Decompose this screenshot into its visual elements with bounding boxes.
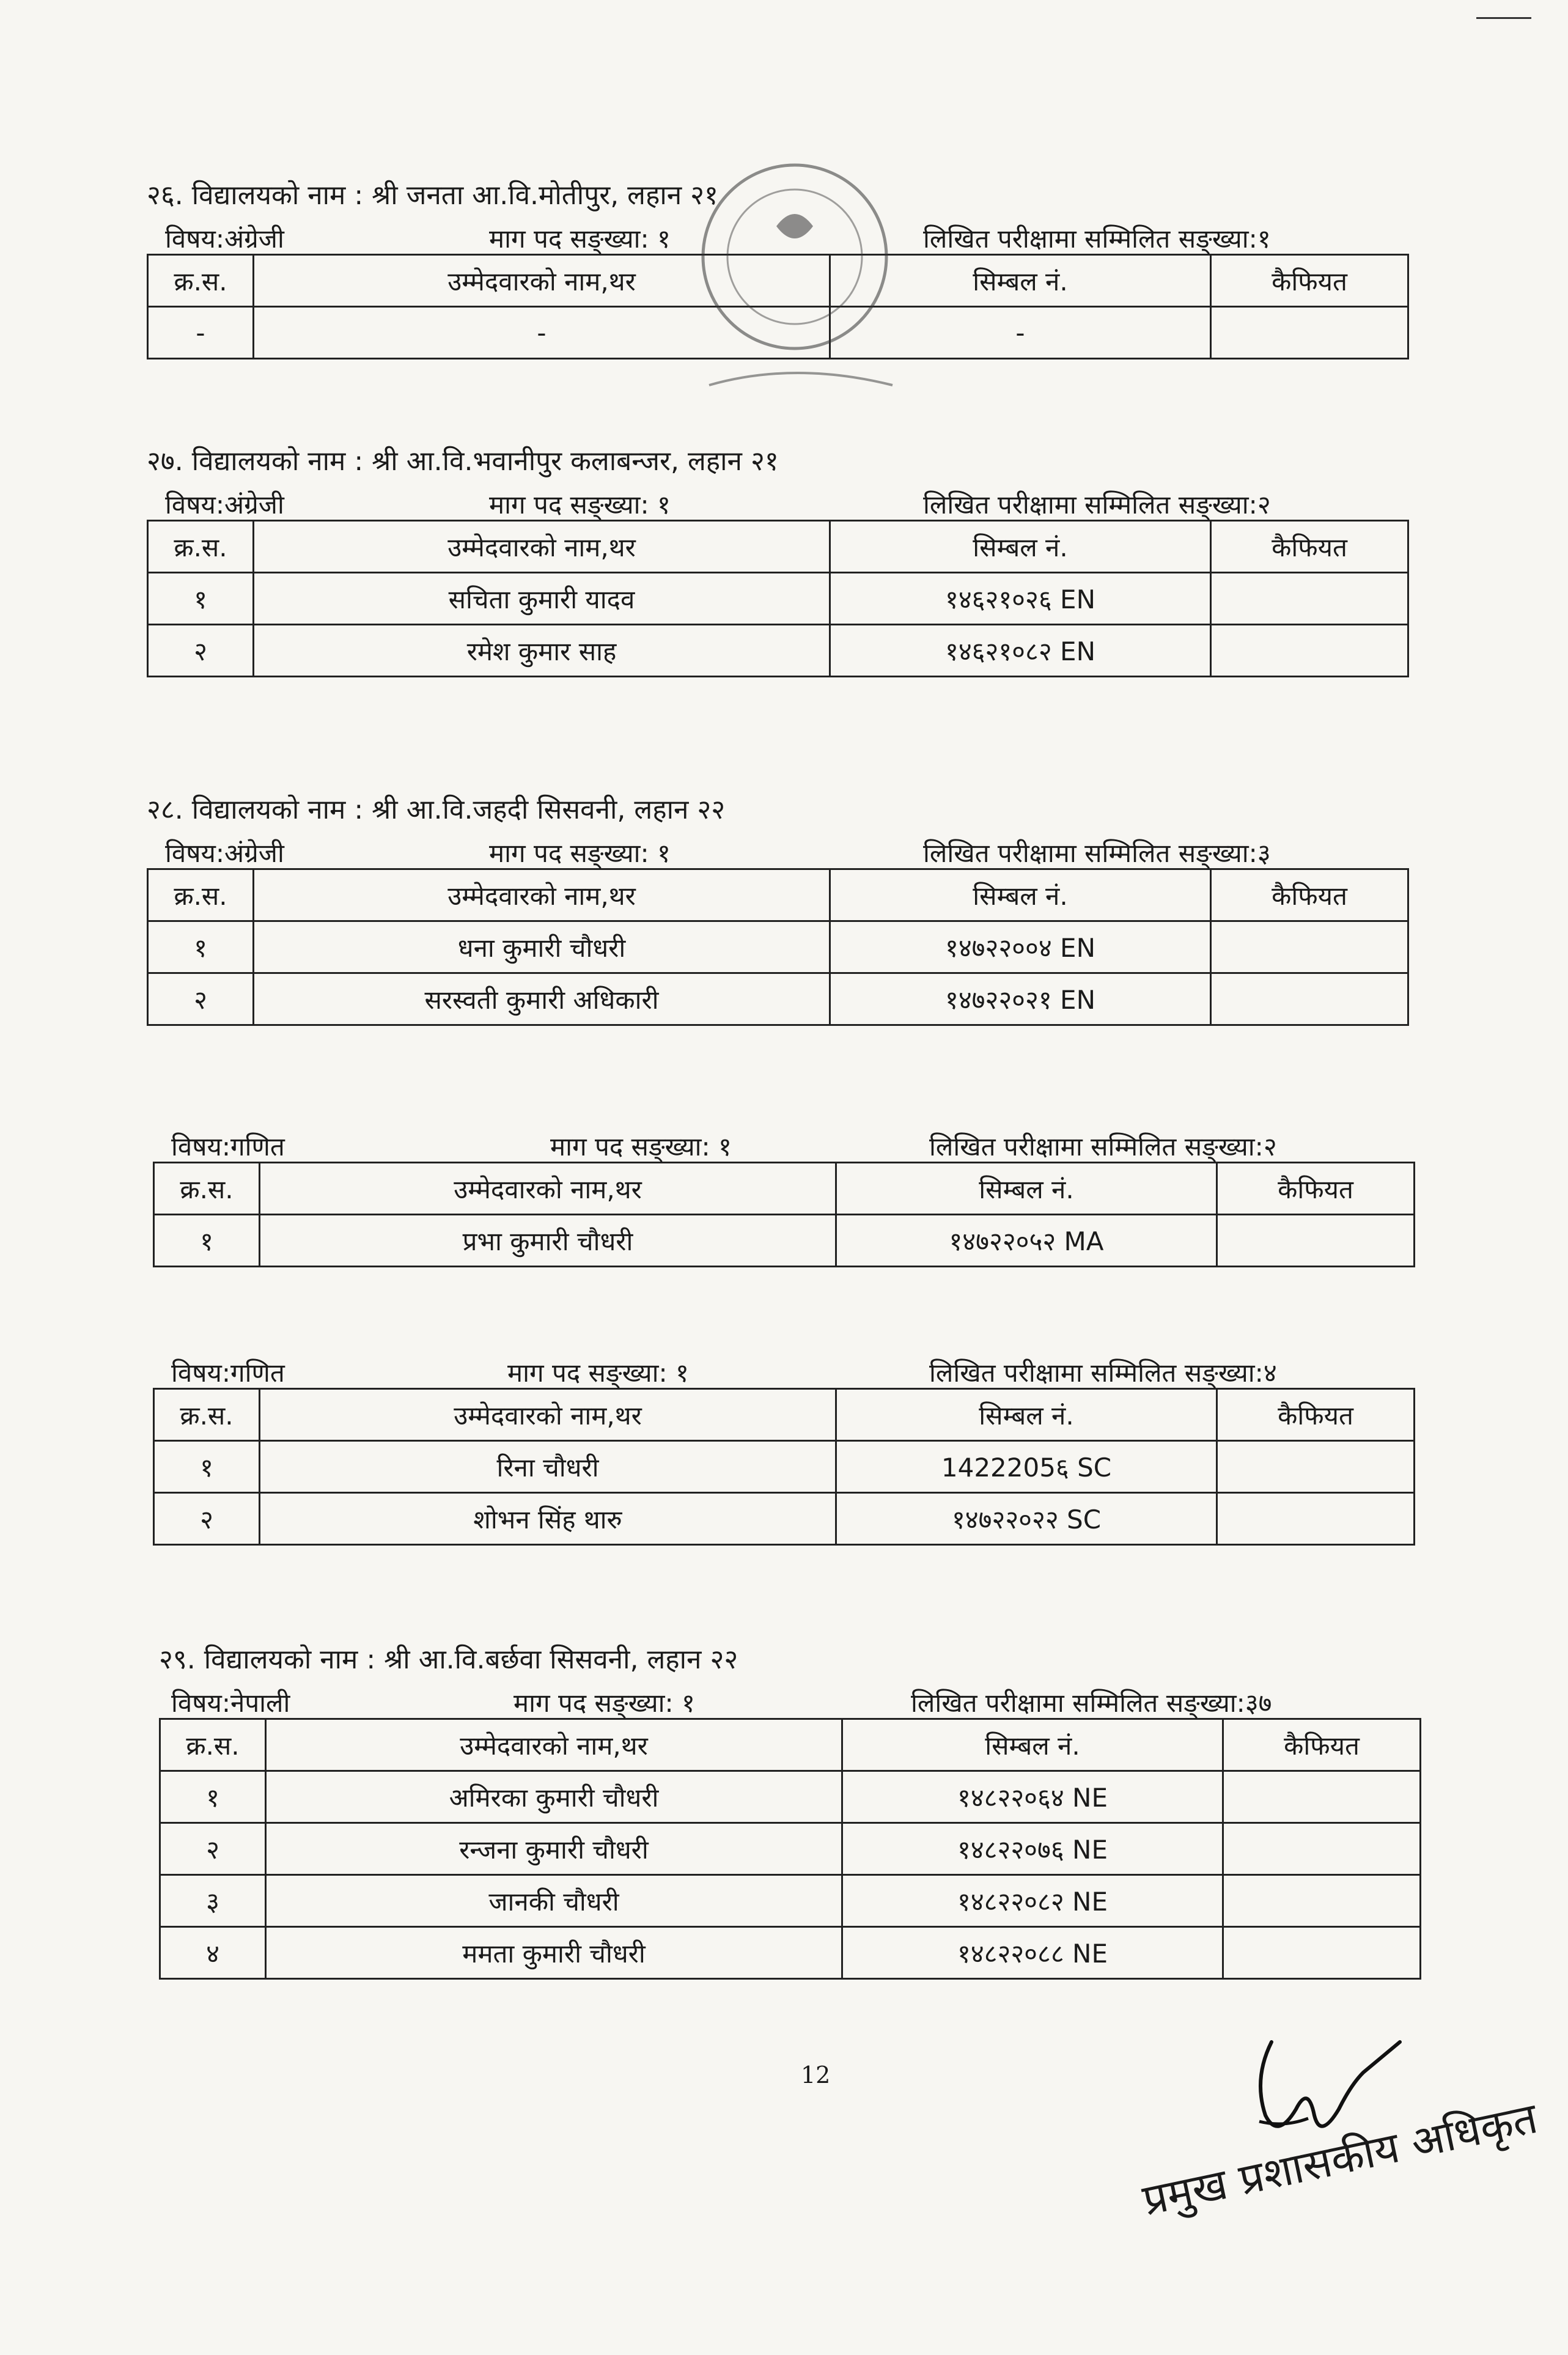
- header-name: उम्मेदवारको नाम,थर: [254, 869, 830, 921]
- candidate-table: [153, 1162, 1415, 1267]
- demand-count: माग पद सङ्ख्या: १: [507, 1358, 689, 1388]
- header-sn: क्र.स.: [154, 1389, 260, 1441]
- header-remarks: कैफियत: [1217, 1163, 1415, 1215]
- cell-name: अमिरका कुमारी चौधरी: [266, 1771, 842, 1823]
- header-symbol: सिम्बल नं.: [830, 869, 1211, 921]
- cell-sn: २: [154, 1493, 260, 1545]
- written-count: लिखित परीक्षामा सम्मिलित सङ्ख्या:३: [923, 838, 1271, 868]
- table-row: [154, 1215, 1415, 1267]
- office-stamp: [672, 153, 929, 437]
- section-27: [147, 440, 1409, 677]
- table-row: [148, 573, 1408, 625]
- table-row: [160, 1875, 1421, 1927]
- cell-remarks: [1217, 1215, 1415, 1267]
- demand-count: माग पद सङ्ख्या: १: [489, 224, 671, 254]
- cell-sn: १: [154, 1215, 260, 1267]
- cell-sn: १: [160, 1771, 266, 1823]
- demand-count: माग पद सङ्ख्या: १: [489, 838, 671, 868]
- school-title: २८. विद्यालयको नाम : श्री आ.वि.जहदी सिसवनी, लहान २२: [147, 794, 726, 825]
- demand-count: माग पद सङ्ख्या: १: [513, 1688, 695, 1718]
- cell-symbol: १४७२२०५२ MA: [836, 1215, 1217, 1267]
- header-name: उम्मेदवारको नाम,थर: [260, 1389, 836, 1441]
- cell-remarks: [1211, 625, 1408, 677]
- cell-sn: १: [154, 1441, 260, 1493]
- header-symbol: सिम्बल नं.: [842, 1719, 1223, 1771]
- cell-remarks: [1223, 1771, 1421, 1823]
- cell-sn: २: [148, 973, 254, 1025]
- header-name: उम्मेदवारको नाम,थर: [254, 255, 830, 307]
- section-maths-1: [153, 1125, 1415, 1267]
- header-remarks: कैफियत: [1223, 1719, 1421, 1771]
- table-header-row: [160, 1719, 1421, 1771]
- cell-name: सरस्वती कुमारी अधिकारी: [254, 973, 830, 1025]
- meta-line: [147, 483, 1409, 520]
- school-title: २६. विद्यालयको नाम : श्री जनता आ.वि.मोतीपुर, लहान २१: [147, 180, 718, 211]
- written-count: लिखित परीक्षामा सम्मिलित सङ्ख्या:३७: [911, 1688, 1272, 1718]
- subject-label: विषय:अंग्रेजी: [165, 838, 284, 868]
- section-29: [159, 1638, 1421, 1980]
- section-28: [147, 789, 1409, 1026]
- header-sn: क्र.स.: [148, 255, 254, 307]
- cell-remarks: [1211, 921, 1408, 973]
- table-row: [148, 921, 1408, 973]
- cell-sn: २: [148, 625, 254, 677]
- table-row: [154, 1441, 1415, 1493]
- subject-label: विषय:अंग्रेजी: [165, 224, 284, 254]
- cell-remarks: [1211, 307, 1408, 359]
- table-header-row: [154, 1163, 1415, 1215]
- written-count: लिखित परीक्षामा सम्मिलित सङ्ख्या:४: [929, 1358, 1277, 1388]
- table-row: [160, 1771, 1421, 1823]
- cell-symbol: १४८२२०८८ NE: [842, 1927, 1223, 1979]
- meta-line: [153, 1125, 1415, 1162]
- meta-line: [153, 1351, 1415, 1388]
- table-header-row: [148, 521, 1408, 573]
- cell-name: रमेश कुमार साह: [254, 625, 830, 677]
- cell-name: प्रभा कुमारी चौधरी: [260, 1215, 836, 1267]
- cell-symbol: 1422205६ SC: [836, 1441, 1217, 1493]
- school-title: २७. विद्यालयको नाम : श्री आ.वि.भवानीपुर कलाबन्जर, लहान २१: [147, 446, 779, 477]
- candidate-table: [147, 868, 1409, 1026]
- written-count: लिखित परीक्षामा सम्मिलित सङ्ख्या:२: [923, 490, 1271, 520]
- cell-symbol: १४८२२०६४ NE: [842, 1771, 1223, 1823]
- subject-label: विषय:गणित: [171, 1358, 285, 1388]
- header-remarks: कैफियत: [1211, 521, 1408, 573]
- section-maths-2: [153, 1351, 1415, 1546]
- top-rule: [1476, 17, 1531, 19]
- cell-sn: १: [148, 573, 254, 625]
- table-row: [148, 625, 1408, 677]
- header-sn: क्र.स.: [160, 1719, 266, 1771]
- cell-name: धना कुमारी चौधरी: [254, 921, 830, 973]
- cell-symbol: १४७२२०२१ EN: [830, 973, 1211, 1025]
- header-sn: क्र.स.: [154, 1163, 260, 1215]
- table-header-row: [154, 1389, 1415, 1441]
- header-symbol: सिम्बल नं.: [830, 521, 1211, 573]
- header-symbol: सिम्बल नं.: [830, 255, 1211, 307]
- subject-label: विषय:गणित: [171, 1132, 285, 1162]
- header-sn: क्र.स.: [148, 521, 254, 573]
- cell-sn: २: [160, 1823, 266, 1875]
- candidate-table: [159, 1718, 1421, 1980]
- header-remarks: कैफियत: [1211, 255, 1408, 307]
- cell-remarks: [1211, 573, 1408, 625]
- cell-name: जानकी चौधरी: [266, 1875, 842, 1927]
- stamp-icon: [672, 153, 929, 434]
- signature-title: प्रमुख प्रशासकीय अधिकृत: [1138, 2093, 1542, 2225]
- cell-symbol: १४८२२०७६ NE: [842, 1823, 1223, 1875]
- cell-name: रन्जना कुमारी चौधरी: [266, 1823, 842, 1875]
- table-header-row: [148, 869, 1408, 921]
- written-count: लिखित परीक्षामा सम्मिलित सङ्ख्या:२: [929, 1132, 1277, 1162]
- school-title: २९. विद्यालयको नाम : श्री आ.वि.बर्छवा सिसवनी, लहान २२: [159, 1644, 738, 1675]
- cell-remarks: [1217, 1493, 1415, 1545]
- written-count: लिखित परीक्षामा सम्मिलित सङ्ख्या:१: [923, 224, 1271, 254]
- header-name: उम्मेदवारको नाम,थर: [266, 1719, 842, 1771]
- cell-remarks: [1223, 1875, 1421, 1927]
- cell-name: रिना चौधरी: [260, 1441, 836, 1493]
- header-symbol: सिम्बल नं.: [836, 1389, 1217, 1441]
- cell-name: शोभन सिंह थारु: [260, 1493, 836, 1545]
- cell-name: सचिता कुमारी यादव: [254, 573, 830, 625]
- header-remarks: कैफियत: [1211, 869, 1408, 921]
- candidate-table: [153, 1388, 1415, 1546]
- cell-sn: १: [148, 921, 254, 973]
- header-name: उम्मेदवारको नाम,थर: [260, 1163, 836, 1215]
- cell-symbol: १४६२१०२६ EN: [830, 573, 1211, 625]
- cell-remarks: [1211, 973, 1408, 1025]
- header-symbol: सिम्बल नं.: [836, 1163, 1217, 1215]
- cell-name: -: [254, 307, 830, 359]
- cell-sn: ४: [160, 1927, 266, 1979]
- header-remarks: कैफियत: [1217, 1389, 1415, 1441]
- subject-label: विषय:अंग्रेजी: [165, 490, 284, 520]
- table-row: [148, 973, 1408, 1025]
- cell-remarks: [1223, 1927, 1421, 1979]
- table-row: [154, 1493, 1415, 1545]
- cell-sn: -: [148, 307, 254, 359]
- header-name: उम्मेदवारको नाम,थर: [254, 521, 830, 573]
- cell-symbol: १४७२२००४ EN: [830, 921, 1211, 973]
- candidate-table: [147, 520, 1409, 677]
- cell-remarks: [1223, 1823, 1421, 1875]
- cell-symbol: -: [830, 307, 1211, 359]
- cell-symbol: १४६२१०८२ EN: [830, 625, 1211, 677]
- cell-remarks: [1217, 1441, 1415, 1493]
- table-row: [160, 1927, 1421, 1979]
- subject-label: विषय:नेपाली: [171, 1688, 290, 1718]
- cell-symbol: १४८२२०८२ NE: [842, 1875, 1223, 1927]
- table-row: [160, 1823, 1421, 1875]
- cell-sn: ३: [160, 1875, 266, 1927]
- header-sn: क्र.स.: [148, 869, 254, 921]
- meta-line: [147, 831, 1409, 868]
- meta-line: [159, 1681, 1421, 1718]
- cell-name: ममता कुमारी चौधरी: [266, 1927, 842, 1979]
- cell-symbol: १४७२२०२२ SC: [836, 1493, 1217, 1545]
- demand-count: माग पद सङ्ख्या: १: [489, 490, 671, 520]
- page-number: 12: [801, 2062, 831, 2088]
- demand-count: माग पद सङ्ख्या: १: [550, 1132, 732, 1162]
